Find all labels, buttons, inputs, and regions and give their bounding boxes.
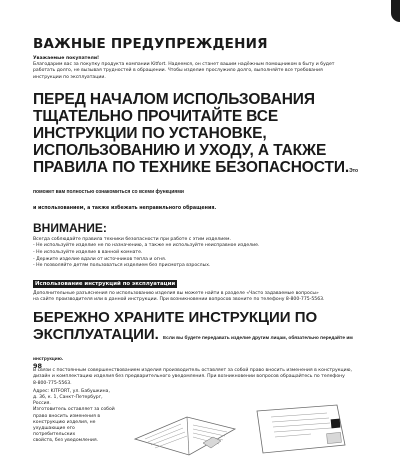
keep-left-line: ухудшающие его потребительских: [33, 426, 76, 438]
intro-line-2: Благодарим вас за покупку продукта компании Kitfort. Надеемся, он станет вашим надёжным помощником в быту и будет: [33, 62, 335, 68]
closed-manual-illustration: [257, 405, 345, 453]
before-use-heading-text: ПЕРЕД НАЧАЛОМ ИСПОЛЬЗОВАНИЯ ТЩАТЕЛЬНО ПРОЧИТАЙТЕ ВСЕ ИНСТРУКЦИИ ПО УСТАНОВКЕ, ИСПОЛЬЗОВАНИЮ И УХОДУ, А ТАКЖЕ ПРАВИЛА ПО ТЕХНИКЕ БЕЗОПАСНОСТИ.: [33, 90, 350, 176]
keep-body-line-3: 8-800-775-5563.: [33, 380, 72, 386]
warning-item: - Не используйте изделие не по назначению, а также не используйте неисправное изделие.: [33, 243, 260, 249]
page-title: ВАЖНЫЕ ПРЕДУПРЕЖДЕНИЯ: [33, 36, 268, 52]
keep-heading-text: БЕРЕЖНО ХРАНИТЕ ИНСТРУКЦИИ ПО ЭКСПЛУАТАЦИИ.: [33, 309, 318, 344]
keep-heading: [33, 309, 371, 368]
instructions-banner: Использование инструкций по эксплуатации: [35, 280, 176, 287]
page-edge-tab: [391, 0, 400, 22]
manual-illustration: [131, 399, 367, 461]
warning-item: Всегда соблюдайте правила техники безопасности при работе с этим изделием.: [33, 236, 231, 242]
keep-left-line: д. 36, к. 1, Санкт-Петербург, Россия.: [33, 395, 103, 407]
before-use-heading-tail: Это поможет вам полностью ознакомиться со всеми функциями: [33, 167, 359, 195]
warning-item: - Не используйте изделие в ванной комнате.: [33, 250, 143, 255]
warning-heading: ВНИМАНИЕ:: [33, 220, 107, 235]
page-number: 98: [33, 362, 43, 370]
keep-left-line: право вносить изменения в: [33, 413, 101, 419]
keep-body-line-1: В связи с постоянным совершенствованием изделия производитель оставляет за собой право вносить изменения в конструкцию,: [33, 368, 352, 374]
warning-item: - Держите изделие вдали от источников тепла и огня.: [33, 256, 167, 262]
keep-left-line: Изготовитель оставляет за собой: [33, 407, 115, 413]
keep-left-column: [33, 389, 115, 445]
intro-line-3: работать долго, не вызывая трудностей в обращении. Чтобы изделие прослужило долго, выполняйте все требования: [33, 68, 323, 74]
warning-list: [33, 237, 371, 270]
open-manual-illustration: [135, 417, 235, 455]
keep-body-line-2: дизайн и комплектацию изделия без предварительного уведомления. При возникновении вопросов обращайтесь по телефону: [33, 374, 345, 380]
keep-heading-tail: Если вы будете передавать изделие другим лицам, обязательно передайте им инструкцию.: [33, 336, 353, 363]
usage-line-1: Дополнительные разъяснения по использованию изделия вы можете найти в разделе «Часто задаваемые вопросы»: [33, 290, 319, 296]
keep-left-line: свойств, без уведомления.: [33, 438, 99, 444]
warning-item: - Не позволяйте детям пользоваться изделием без присмотра взрослых.: [33, 263, 211, 269]
intro-line-4: инструкции по эксплуатации.: [33, 74, 106, 80]
page-content: [33, 36, 371, 445]
before-use-heading: [33, 91, 371, 201]
usage-line-2: на сайте производителя или в данной инструкции. При возникновении вопросов звоните по телефону 8-800-775-5563.: [33, 296, 325, 302]
keep-lower: [33, 389, 371, 445]
intro-line-1: Уважаемые покупатели!: [33, 56, 100, 61]
keep-left-line: конструкцию изделия, не: [33, 419, 96, 425]
keep-left-line: Адрес: KITFORT, ул. Бабушкина,: [33, 388, 110, 394]
before-use-after: и использованием, а также избежать неправильного обращения.: [33, 205, 217, 211]
